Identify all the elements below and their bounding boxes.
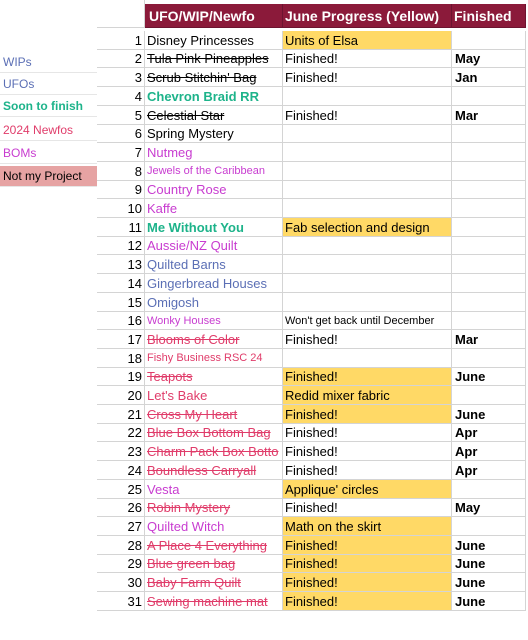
finished-cell[interactable]: Jan [452, 68, 526, 87]
row-number-cell[interactable]: 30 [97, 573, 145, 592]
finished-cell[interactable] [452, 87, 526, 106]
legend-item: 2024 Newfos [0, 120, 97, 141]
progress-cell[interactable]: Finished! [283, 68, 452, 87]
progress-cell[interactable]: Units of Elsa [283, 31, 452, 50]
header-june-progress[interactable]: June Progress (Yellow) [283, 4, 452, 28]
finished-cell[interactable]: May [452, 499, 526, 517]
row-number-cell[interactable]: 1 [97, 31, 145, 50]
row-number-cell[interactable]: 2 [97, 50, 145, 68]
finished-cell[interactable] [452, 162, 526, 181]
legend-item: Soon to finish [0, 96, 97, 117]
progress-cell[interactable] [283, 181, 452, 199]
finished-cell[interactable] [452, 386, 526, 405]
row-number-cell[interactable]: 4 [97, 87, 145, 106]
project-name-cell[interactable]: Quilted Barns [145, 255, 283, 274]
row-number-cell[interactable]: 20 [97, 386, 145, 405]
progress-cell[interactable] [283, 162, 452, 181]
header-finished[interactable]: Finished [452, 4, 526, 28]
finished-cell[interactable] [452, 274, 526, 293]
progress-cell[interactable]: Finished! [283, 536, 452, 555]
project-name-cell[interactable]: Wonky Houses [145, 312, 283, 330]
finished-cell[interactable] [452, 255, 526, 274]
finished-cell[interactable] [452, 143, 526, 162]
row-number-cell[interactable]: 13 [97, 255, 145, 274]
project-name-cell[interactable]: Quilted Witch [145, 517, 283, 536]
row-number-cell[interactable]: 28 [97, 536, 145, 555]
row-number-cell[interactable]: 21 [97, 405, 145, 424]
progress-cell[interactable] [283, 274, 452, 293]
progress-cell[interactable] [283, 87, 452, 106]
finished-cell[interactable] [452, 517, 526, 536]
progress-cell[interactable]: Finished! [283, 499, 452, 517]
row-number-cell[interactable]: 8 [97, 162, 145, 181]
progress-cell[interactable]: Finished! [283, 368, 452, 386]
finished-cell[interactable] [452, 349, 526, 368]
legend-item: WIPs [0, 52, 97, 73]
progress-cell[interactable]: Finished! [283, 555, 452, 573]
row-number-cell[interactable]: 23 [97, 442, 145, 461]
row-number-cell[interactable]: 15 [97, 293, 145, 312]
row-number-cell[interactable]: 14 [97, 274, 145, 293]
row-number-cell[interactable]: 26 [97, 499, 145, 517]
finished-cell[interactable]: June [452, 555, 526, 573]
progress-cell[interactable]: Finished! [283, 330, 452, 349]
finished-cell[interactable] [452, 293, 526, 312]
row-number-cell[interactable]: 3 [97, 68, 145, 87]
finished-cell[interactable] [452, 31, 526, 50]
progress-cell[interactable]: Finished! [283, 424, 452, 442]
finished-cell[interactable] [452, 199, 526, 218]
finished-cell[interactable]: May [452, 50, 526, 68]
project-name-cell[interactable]: Country Rose [145, 181, 283, 199]
project-name-cell[interactable]: Scrub Stitchin' Bag [145, 68, 283, 87]
project-name-cell[interactable]: Blue green bag [145, 555, 283, 573]
progress-cell[interactable] [283, 143, 452, 162]
finished-cell[interactable]: Apr [452, 461, 526, 480]
project-name-cell[interactable]: Celestial Star [145, 106, 283, 125]
project-name-cell[interactable]: Tula Pink Pineapples [145, 50, 283, 68]
progress-cell[interactable]: Finished! [283, 442, 452, 461]
project-name-cell[interactable]: Boundless Carryall [145, 461, 283, 480]
project-name-cell[interactable]: Me Without You [145, 218, 283, 237]
project-name-cell[interactable]: Charm Pack Box Botto [145, 442, 283, 461]
row-number-cell[interactable]: 12 [97, 237, 145, 255]
progress-cell[interactable]: Fab selection and design [283, 218, 452, 237]
project-name-cell[interactable]: Omigosh [145, 293, 283, 312]
project-name-cell[interactable]: Blooms of Color [145, 330, 283, 349]
project-name-cell[interactable]: Gingerbread Houses [145, 274, 283, 293]
row-number-cell[interactable]: 29 [97, 555, 145, 573]
header-corner-cell[interactable] [97, 0, 145, 28]
project-name-cell[interactable]: Robin Mystery [145, 499, 283, 517]
row-number-cell[interactable]: 5 [97, 106, 145, 125]
finished-cell[interactable]: June [452, 405, 526, 424]
project-name-cell[interactable]: Sewing machine mat [145, 592, 283, 611]
finished-cell[interactable]: Apr [452, 424, 526, 442]
finished-cell[interactable]: June [452, 536, 526, 555]
progress-cell[interactable] [283, 349, 452, 368]
legend-item: Not my Project [0, 166, 97, 187]
finished-cell[interactable]: June [452, 592, 526, 611]
project-name-cell[interactable]: Vesta [145, 480, 283, 499]
progress-cell[interactable] [283, 125, 452, 143]
row-number-cell[interactable]: 31 [97, 592, 145, 611]
finished-cell[interactable]: Apr [452, 442, 526, 461]
progress-cell[interactable]: Finished! [283, 106, 452, 125]
finished-cell[interactable] [452, 218, 526, 237]
project-name-cell[interactable]: Spring Mystery [145, 125, 283, 143]
progress-cell[interactable]: Applique' circles [283, 480, 452, 499]
project-name-cell[interactable]: Fishy Business RSC 24 [145, 349, 283, 368]
finished-cell[interactable]: Mar [452, 106, 526, 125]
finished-cell[interactable] [452, 125, 526, 143]
row-number-cell[interactable]: 22 [97, 424, 145, 442]
row-number-cell[interactable]: 25 [97, 480, 145, 499]
project-name-cell[interactable]: Aussie/NZ Quilt [145, 237, 283, 255]
row-number-cell[interactable]: 9 [97, 181, 145, 199]
finished-cell[interactable]: June [452, 368, 526, 386]
finished-cell[interactable] [452, 181, 526, 199]
project-name-cell[interactable]: Blue Box Bottom Bag [145, 424, 283, 442]
finished-cell[interactable]: Mar [452, 330, 526, 349]
project-name-cell[interactable]: A Place 4 Everything [145, 536, 283, 555]
project-name-cell[interactable]: Chevron Braid RR [145, 87, 283, 106]
row-number-cell[interactable]: 6 [97, 125, 145, 143]
row-number-cell[interactable]: 16 [97, 312, 145, 330]
row-number-cell[interactable]: 10 [97, 199, 145, 218]
header-ufo-wip-newfo[interactable]: UFO/WIP/Newfo [145, 4, 283, 28]
project-name-cell[interactable]: Baby Farm Quilt [145, 573, 283, 592]
progress-cell[interactable] [283, 237, 452, 255]
progress-cell[interactable] [283, 199, 452, 218]
progress-cell[interactable]: Finished! [283, 573, 452, 592]
project-name-cell[interactable]: Cross My Heart [145, 405, 283, 424]
progress-cell[interactable] [283, 255, 452, 274]
progress-cell[interactable] [283, 293, 452, 312]
project-name-cell[interactable]: Disney Princesses [145, 31, 283, 50]
progress-cell[interactable]: Redid mixer fabric [283, 386, 452, 405]
finished-cell[interactable] [452, 312, 526, 330]
row-number-cell[interactable]: 24 [97, 461, 145, 480]
finished-cell[interactable]: June [452, 573, 526, 592]
progress-cell[interactable]: Finished! [283, 461, 452, 480]
project-name-cell[interactable]: Jewels of the Caribbean [145, 162, 283, 181]
row-number-cell[interactable]: 19 [97, 368, 145, 386]
project-name-cell[interactable]: Kaffe [145, 199, 283, 218]
finished-cell[interactable] [452, 480, 526, 499]
finished-cell[interactable] [452, 237, 526, 255]
project-name-cell[interactable]: Nutmeg [145, 143, 283, 162]
legend-item: UFOs [0, 74, 97, 95]
row-number-cell[interactable]: 7 [97, 143, 145, 162]
row-number-cell[interactable]: 11 [97, 218, 145, 237]
progress-cell[interactable]: Finished! [283, 50, 452, 68]
row-number-cell[interactable]: 17 [97, 330, 145, 349]
progress-cell[interactable]: Math on the skirt [283, 517, 452, 536]
project-name-cell[interactable]: Let's Bake [145, 386, 283, 405]
row-number-cell[interactable]: 27 [97, 517, 145, 536]
legend-item: BOMs [0, 143, 97, 164]
row-number-cell[interactable]: 18 [97, 349, 145, 368]
progress-cell[interactable]: Won't get back until December [283, 312, 452, 330]
project-name-cell[interactable]: Teapots [145, 368, 283, 386]
progress-cell[interactable]: Finished! [283, 405, 452, 424]
progress-cell[interactable]: Finished! [283, 592, 452, 611]
